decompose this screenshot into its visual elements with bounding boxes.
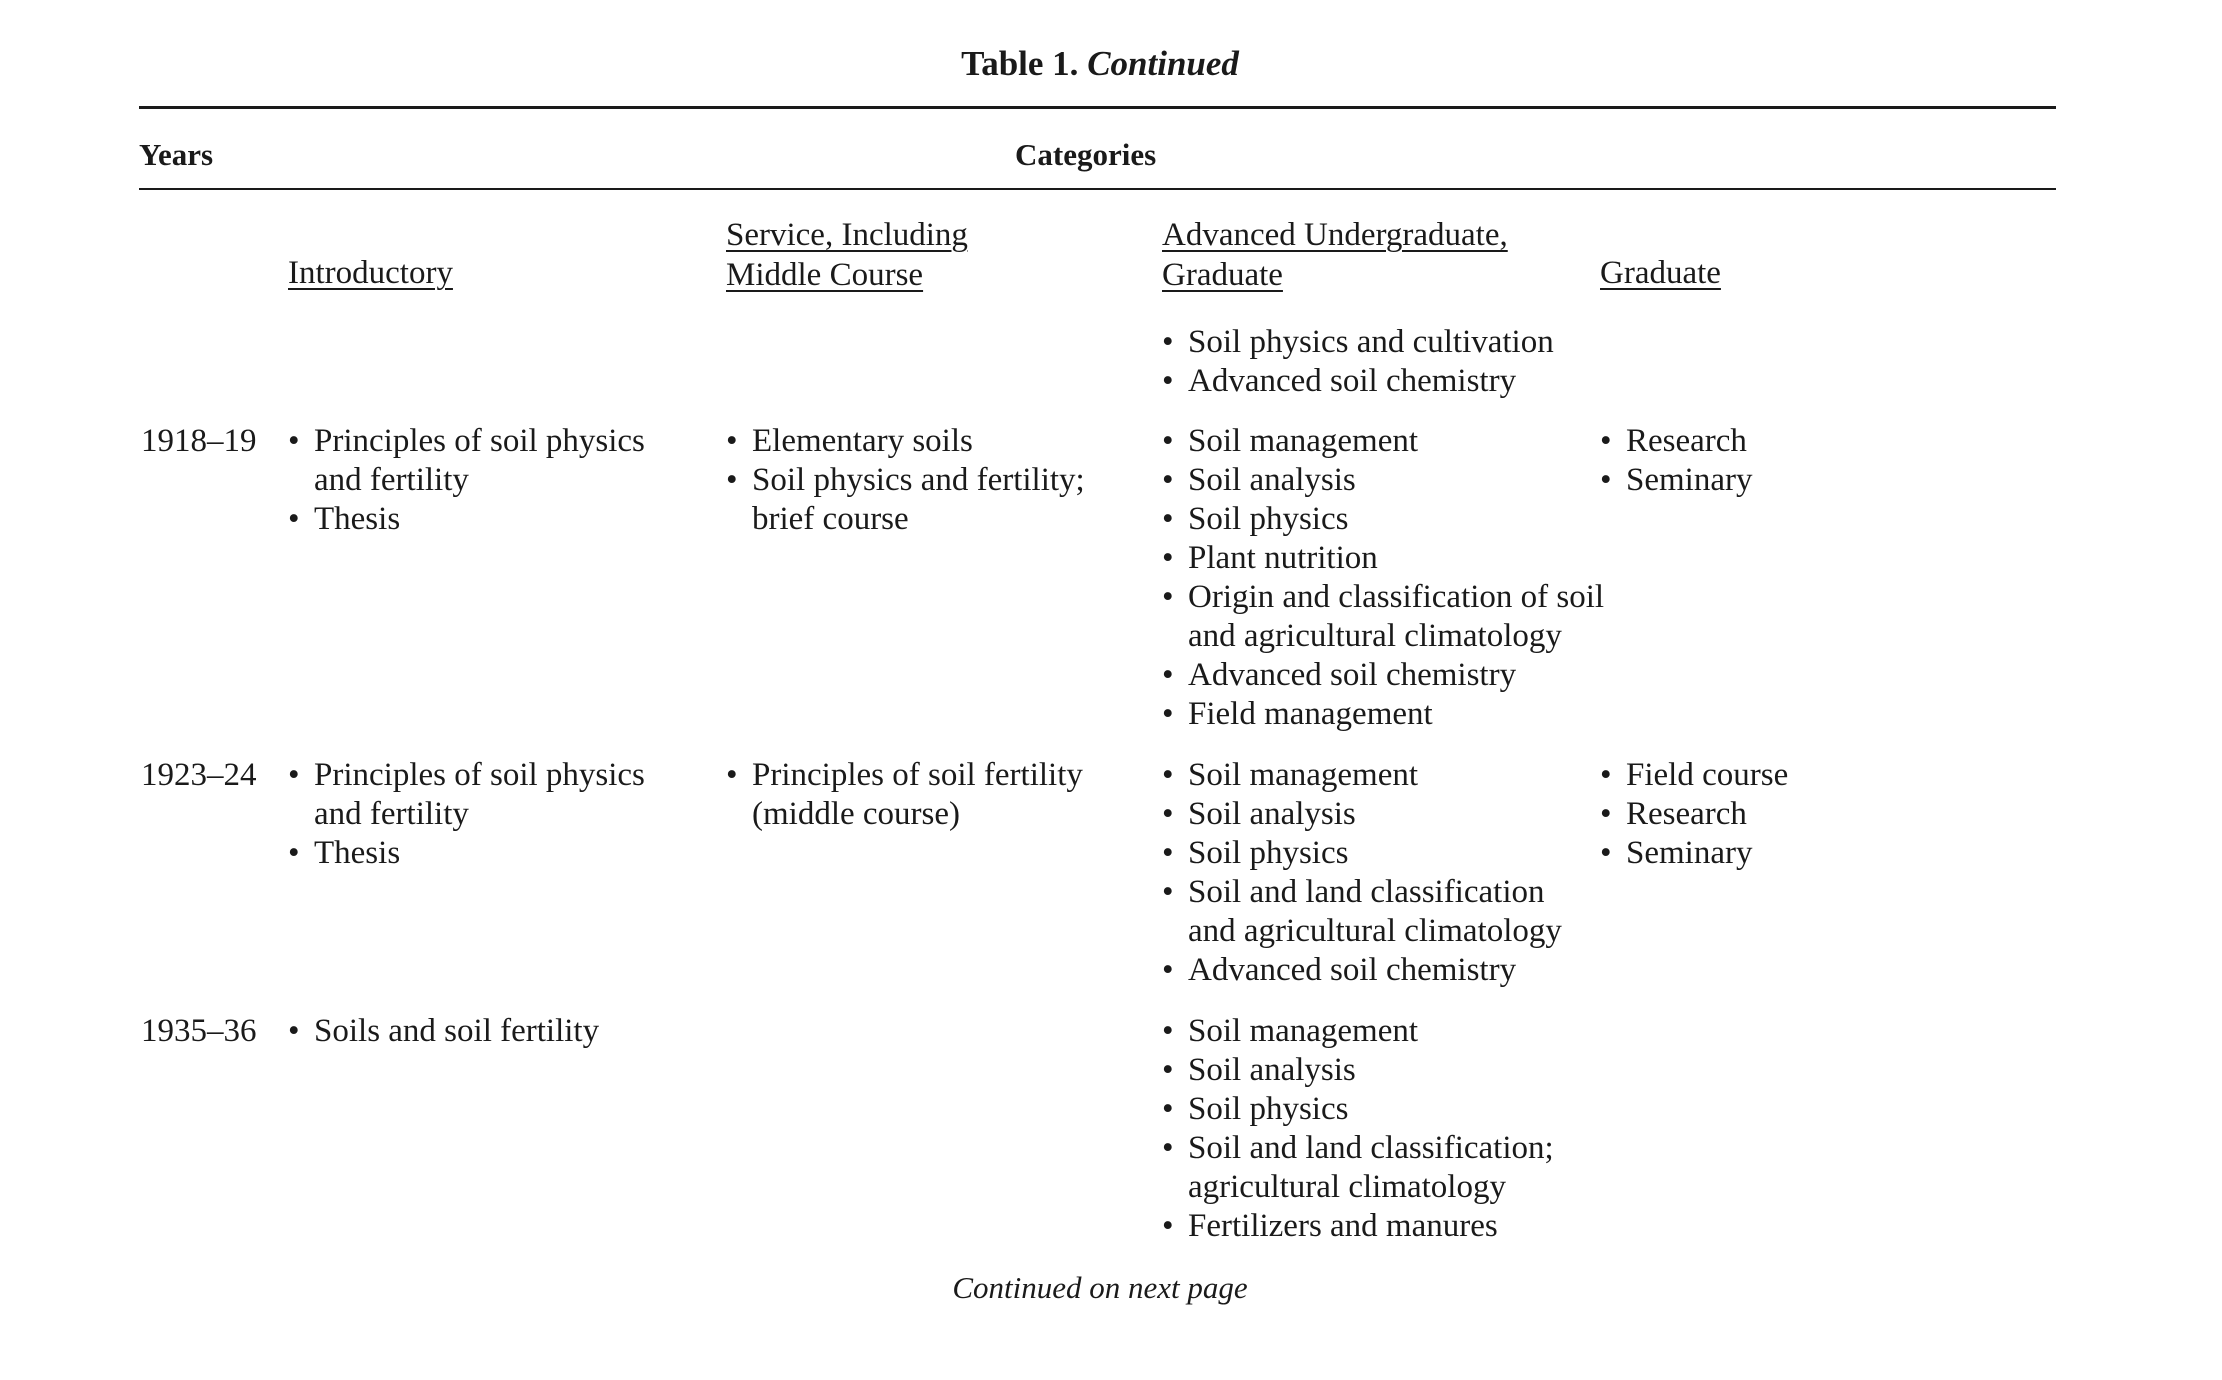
row1-advanced-cell bbox=[1162, 422, 1642, 734]
list-item: • Thesis bbox=[288, 834, 688, 873]
list-item: • Plant nutrition bbox=[1162, 539, 1642, 578]
column-header-line: Service, Including bbox=[726, 217, 968, 253]
row2-service-cell bbox=[726, 756, 1136, 834]
continued-footer: Continued on next page bbox=[952, 1270, 1248, 1305]
column-header-service bbox=[726, 215, 968, 295]
list-item: • Field management bbox=[1162, 695, 1642, 734]
row2-graduate-cell bbox=[1600, 756, 1900, 873]
list-item: • Principles of soil physics and fertility bbox=[288, 756, 688, 834]
list-item: • Soil management bbox=[1162, 756, 1592, 795]
row2-year: 1923–24 bbox=[141, 757, 257, 793]
list-item: • Origin and classification of soil and agricultural climatology bbox=[1162, 578, 1642, 656]
row2-advanced-cell bbox=[1162, 756, 1592, 990]
categories-header: Categories bbox=[1015, 137, 1157, 172]
list-item: • Soils and soil fertility bbox=[288, 1012, 708, 1051]
list-item: • Soil and land classification; agricultural climatology bbox=[1162, 1129, 1592, 1207]
list-item: • Seminary bbox=[1600, 461, 1900, 500]
column-header-advanced bbox=[1162, 215, 1508, 295]
header-rule bbox=[139, 188, 2056, 190]
row1-service-cell bbox=[726, 422, 1136, 539]
column-header-line: Graduate bbox=[1600, 255, 1721, 291]
row0-advanced-cell bbox=[1162, 323, 1642, 401]
column-header-line: Introductory bbox=[288, 255, 453, 291]
list-item: • Principles of soil fertility (middle course) bbox=[726, 756, 1136, 834]
list-item: • Research bbox=[1600, 422, 1900, 461]
table-title bbox=[0, 44, 2200, 84]
list-item: • Soil physics and cultivation bbox=[1162, 323, 1642, 362]
list-item: • Soil physics bbox=[1162, 500, 1642, 539]
column-header-line: Middle Course bbox=[726, 257, 924, 293]
row3-year: 1935–36 bbox=[141, 1013, 257, 1049]
column-header-graduate bbox=[1600, 253, 1721, 293]
list-item: • Soil analysis bbox=[1162, 1051, 1592, 1090]
table-title-label: Table 1. bbox=[961, 44, 1079, 83]
column-header-line: Graduate bbox=[1162, 257, 1283, 293]
row1-graduate-cell bbox=[1600, 422, 1900, 500]
list-item: • Soil management bbox=[1162, 1012, 1592, 1051]
row1-year: 1918–19 bbox=[141, 423, 257, 459]
table-title-continued: Continued bbox=[1087, 44, 1239, 83]
row1-introductory-cell bbox=[288, 422, 688, 539]
list-item: • Advanced soil chemistry bbox=[1162, 362, 1642, 401]
list-item: • Principles of soil physics and fertility bbox=[288, 422, 688, 500]
list-item: • Seminary bbox=[1600, 834, 1900, 873]
row3-introductory-cell bbox=[288, 1012, 708, 1051]
list-item: • Soil physics and fertility; brief course bbox=[726, 461, 1136, 539]
list-item: • Soil and land classification and agricultural climatology bbox=[1162, 873, 1592, 951]
column-header-line: Advanced Undergraduate, bbox=[1162, 217, 1508, 253]
years-header: Years bbox=[139, 137, 214, 172]
row2-introductory-cell bbox=[288, 756, 688, 873]
list-item: • Advanced soil chemistry bbox=[1162, 951, 1592, 990]
list-item: • Soil analysis bbox=[1162, 795, 1592, 834]
list-item: • Soil physics bbox=[1162, 834, 1592, 873]
column-header-introductory bbox=[288, 253, 453, 293]
list-item: • Advanced soil chemistry bbox=[1162, 656, 1642, 695]
list-item: • Research bbox=[1600, 795, 1900, 834]
row3-advanced-cell bbox=[1162, 1012, 1592, 1246]
list-item: • Soil analysis bbox=[1162, 461, 1642, 500]
list-item: • Soil management bbox=[1162, 422, 1642, 461]
list-item: • Field course bbox=[1600, 756, 1900, 795]
list-item: • Soil physics bbox=[1162, 1090, 1592, 1129]
list-item: • Thesis bbox=[288, 500, 688, 539]
top-rule bbox=[139, 106, 2056, 109]
list-item: • Fertilizers and manures bbox=[1162, 1207, 1592, 1246]
list-item: • Elementary soils bbox=[726, 422, 1136, 461]
